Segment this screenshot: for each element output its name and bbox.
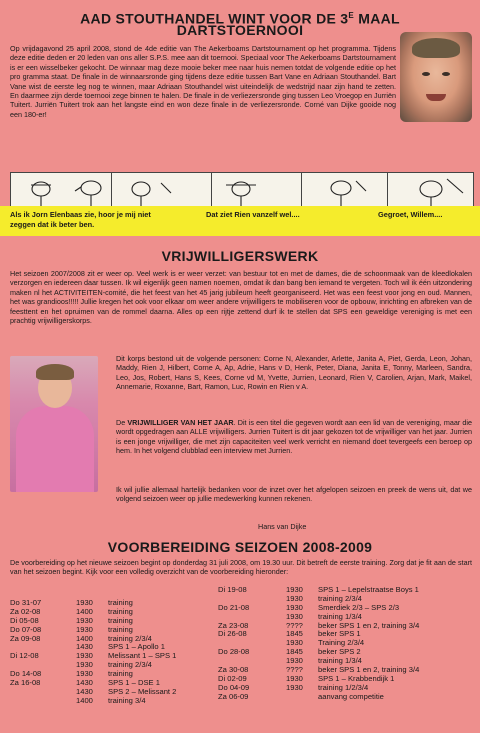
schedule-time: 1845 (286, 629, 303, 639)
schedule-event: training (108, 598, 133, 607)
schedule-event: training 2/3/4 (108, 633, 152, 643)
schedule-event: beker SPS 2 (318, 647, 361, 657)
schedule-row (10, 697, 210, 706)
schedule-event: training 1/2/3/4 (318, 682, 369, 692)
schedule-time: 1930 (76, 598, 93, 607)
schedule-date: Di 26-08 (218, 629, 247, 639)
award-text: . Dit is een titel die gegeven wordt aan een lid van de vereniging, maar die wordt opgedragen aan ALLE vrijwilligers. Jurrien Tuitert is dit jaar gekozen tot de vrijwilliger van het jaar. Jurrien is een jonge vrijwilliger, die met zijn capaciteiten veel werk verricht en niemand doet tevergeefs een beroep op hem. In het volgend clubblad een interview met Jurrien. (116, 418, 472, 456)
schedule-time: 1400 (76, 606, 93, 616)
schedule-time: 1930 (76, 615, 93, 625)
schedule-time: 1930 (76, 651, 93, 661)
schedule-date: Za 23-08 (218, 620, 249, 630)
volunteer-title: VRIJWILLIGERSWERK (161, 248, 319, 264)
schedule-time: 1930 (286, 611, 303, 621)
schedule-event: training 3/4 (108, 695, 146, 705)
schedule-time: ???? (286, 620, 303, 630)
schedule-event: training 1/3/4 (318, 611, 362, 621)
schedule-row (218, 693, 476, 702)
volunteer-photo (10, 356, 98, 492)
schedule-date: Do 28-08 (218, 647, 250, 657)
schedule-event: training (108, 669, 133, 679)
schedule-date: Za 16-08 (10, 678, 41, 688)
schedule-event: training (108, 615, 133, 625)
schedule-time: 1930 (76, 660, 93, 670)
schedule-time: 1400 (76, 695, 93, 705)
dart-title-line2: DARTSTOERNOOI (176, 22, 304, 38)
schedule-event: SPS 1 – Lepelstraatse Boys 1 (318, 585, 419, 594)
schedule-time: 1930 (286, 682, 303, 692)
schedule-time: 1930 (286, 585, 303, 594)
schedule-date: Za 06-09 (218, 691, 249, 701)
schedule-date: Di 02-09 (218, 673, 247, 683)
caption-1: Als ik Jorn Elenbaas zie, hoor je mij niet zeggen dat ik beter ben. (10, 210, 151, 229)
schedule-date: Do 31-07 (10, 598, 42, 607)
schedule-event: Smerdiek 2/3 – SPS 2/3 (318, 602, 400, 612)
schedule-event: SPS 1 – Krabbendijk 1 (318, 673, 395, 683)
season-intro: De voorbereiding op het nieuwe seizoen begint op donderdag 31 juli 2008, om 19.30 uur. Dit betreft de eerste training. Zorg dat je fit aan de start van het seizoen begint. Kijk voor een volledig overzicht van de voorbereiding hieronder: (10, 558, 472, 577)
schedule-event: training (108, 606, 133, 616)
volunteer-thanks: Ik wil jullie allemaal hartelijk bedanken voor de inzet over het afgelopen seizoen en preek de wens uit, dat we volgend seizoen weer op jullie medewerking kunnen rekenen. (116, 485, 472, 504)
schedule-event: SPS 2 – Melissant 2 (108, 686, 177, 696)
dart-title-line1: AAD STOUTHANDEL WINT VOOR DE 3 (80, 10, 349, 27)
schedule-time: 1930 (286, 593, 303, 603)
award-title: VRIJWILLIGER VAN HET JAAR (127, 418, 234, 427)
dart-article: Op vrijdagavond 25 april 2008, stond de 4de editie van The Aekerboams Dartstournament op het programma. Tijdens deze editie deden er 20 leden van ons aller S.P.S. mee aan dit toernooi. Speciaal voor The Aekerboams Dartstournament is er een wisselbeker gekocht. De winnaar mag deze mooie beker mee naar huis nemen totdat de volgende editie op het pro gramma staat. De finale in de winnaarsronde ging tijdens deze editie tussen Bart Vane en Adriaan Stouthandel. Bart Vane wist de eerste leg nog te winnen, maar Adriaan Stouthandel wist uiteindelijk de wedstrijd naar zijn hand te zetten. En daarmee zijn derde toernooi zege binnen te halen. De finale in de verliezersronde ging tussen Leo Vroegop en Jurriën Tuitert. Jurriën Tuitert trok aan het langste eind en won deze finale in de verliezersronde. Corné van Dijke gooide nog een 180-er! (10, 44, 396, 119)
schedule-time: 1930 (286, 673, 303, 683)
schedule-event: aanvang competitie (318, 691, 384, 701)
caption-2: Dat ziet Rien vanzelf wel.... (206, 210, 300, 219)
schedule-date: Di 12-08 (10, 651, 39, 661)
schedule-left (10, 599, 210, 706)
season-title: VOORBEREIDING SEIZOEN 2008-2009 (107, 539, 373, 555)
schedule-right (218, 586, 476, 702)
schedule-time: 1430 (76, 678, 93, 688)
schedule-event: SPS 1 – DSE 1 (108, 678, 160, 688)
schedule-time: 1430 (76, 686, 93, 696)
volunteer-award (116, 418, 472, 456)
schedule-time: 1930 (286, 638, 303, 648)
caption-3: Gegroet, Willem.... (378, 210, 443, 219)
schedule-event: training 1/3/4 (318, 656, 362, 666)
schedule-event: Melissant 1 – SPS 1 (108, 651, 177, 661)
schedule-date: Za 30-08 (218, 665, 249, 675)
schedule-date: Do 14-08 (10, 669, 42, 679)
award-prefix: De (116, 418, 128, 427)
schedule-event: training 2/3/4 (108, 660, 152, 670)
comic-strip (10, 172, 474, 208)
schedule-time: 1845 (286, 647, 303, 657)
dart-title-line1-end: MAAL (354, 10, 400, 27)
schedule-event: beker SPS 1 en 2, training 3/4 (318, 665, 420, 675)
schedule-time: 1930 (76, 624, 93, 634)
schedule-time: 1930 (286, 602, 303, 612)
schedule-event: training 2/3/4 (318, 593, 362, 603)
schedule-event: training (108, 624, 133, 634)
schedule-time: ???? (286, 665, 303, 675)
schedule-time: 1930 (286, 656, 303, 666)
comic-captions (0, 206, 480, 236)
comic-drawing-icon (11, 173, 473, 207)
schedule-time: 1400 (76, 633, 93, 643)
schedule-date: Za 02-08 (10, 606, 41, 616)
schedule-time: 1430 (76, 642, 93, 652)
schedule-event: beker SPS 1 (318, 629, 361, 639)
schedule-time: 1930 (76, 669, 93, 679)
dart-title-sup: E (348, 11, 355, 20)
schedule-event: SPS 1 – Apollo 1 (108, 642, 165, 652)
volunteer-list: Dit korps bestond uit de volgende personen: Corne N, Alexander, Arlette, Janita A, Piet, Gerda, Leon, Johan, Maddy, Rien J, Hilbert, Corne A, Ap, Adrie, Hans v D, Henk, Peter, Diana, Janita E, Tonny, Marleen, Sandra, Leo, Jos, Robert, Hans S, Kees, Corne vd M, Yvette, Jurrien, Leonard, Rien V, Carolien, Arjan, Mark, Maikel, Annemarie, Roxanne, Bart, Ramon, Luc, Rowin en Rien v A. (116, 354, 472, 392)
signature: Hans van Dijke (258, 522, 307, 531)
schedule-date: Do 07-08 (10, 624, 42, 634)
schedule-date: Do 21-08 (218, 602, 250, 612)
volunteer-intro: Het seizoen 2007/2008 zit er weer op. Veel werk is er weer verzet: van bestuur tot en met de dames, die de schoonmaak van de kleedlokalen verzorgen en iedereen daar tussen. Ik wil eigenlijk geen namen noemen, omdat ik dan bang ben iemand te vergeten. Toch wil ik één uitzondering maken nl het ACTIVITEITEN-comité, die het feest van het 45 jarig jubileum heeft georganiseerd. Het was een feest voor jong en oud. Mannen, het was grandioos!!!!! Jullie kregen het ook voor elkaar om weer andere vrijwilligers te mobiliseren voor de opbouw, inrichting en afbreken van de feesttent en het opruimen van de rommel daarna. Alles op een rijtje zettend durf ik te stellen dat SPS een geweldige vereniging is met een prachtig vrijwilligerskorps. (10, 269, 472, 326)
schedule-event: Training 2/3/4 (318, 638, 365, 648)
schedule-date: Do 04-09 (218, 682, 250, 692)
player-photo (400, 32, 472, 122)
schedule-date: Za 09-08 (10, 633, 41, 643)
schedule-event: beker SPS 1 en 2, training 3/4 (318, 620, 420, 630)
schedule-date: Di 19-08 (218, 585, 247, 594)
schedule-date: Di 05-08 (10, 615, 39, 625)
